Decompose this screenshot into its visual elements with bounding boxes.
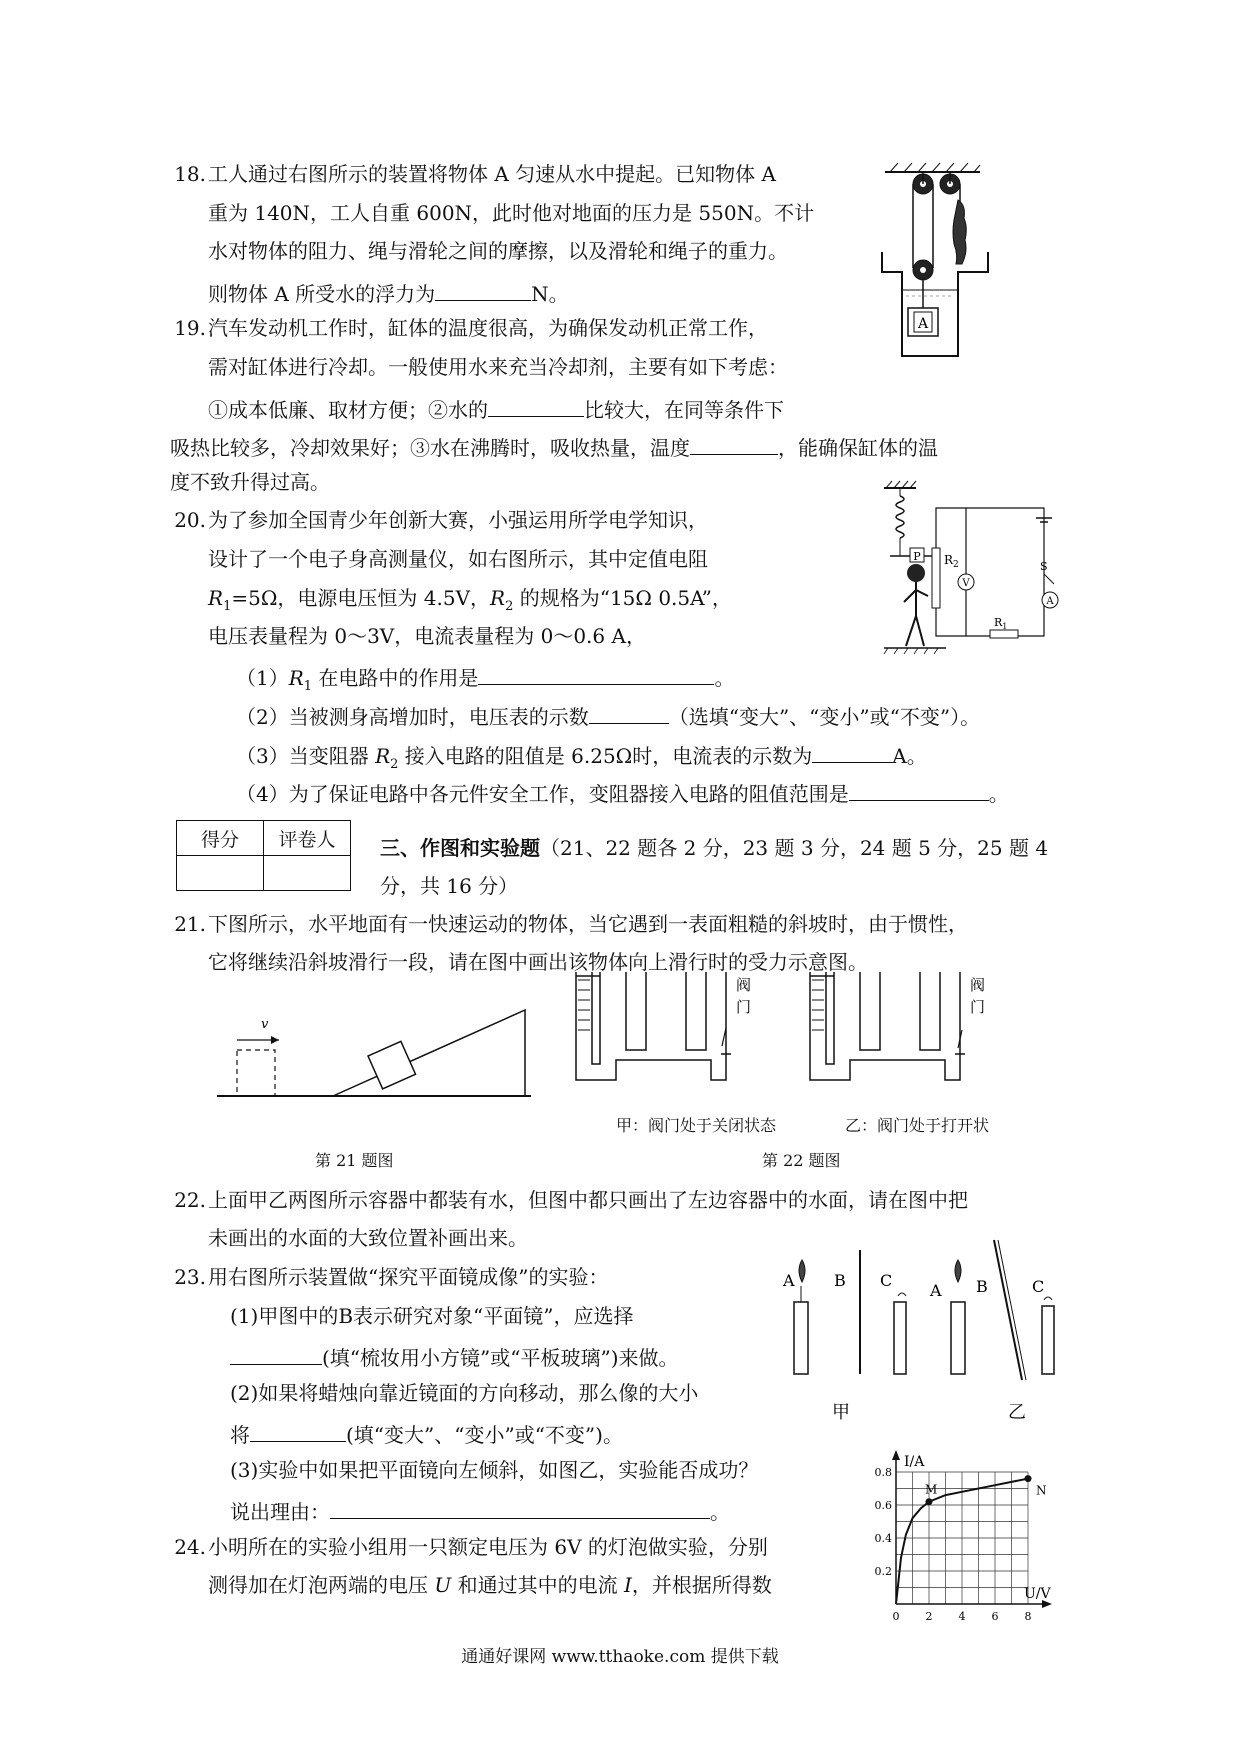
- valve-label-2: 门: [736, 998, 752, 1016]
- incline-figure: [215, 1000, 535, 1110]
- data-point-m: [926, 1498, 933, 1505]
- answer-blank[interactable]: [478, 664, 714, 685]
- question-number: 24.: [174, 1535, 206, 1559]
- y-tick-label: 0.4: [874, 1532, 892, 1545]
- text-segment: (填“变大”、“变小”或“不变”)。: [346, 1423, 623, 1447]
- label-b: B: [976, 1277, 988, 1296]
- text-segment: (填“梳妆用小方镜”或“平板玻璃”)来做。: [322, 1346, 679, 1370]
- text-segment: 。: [988, 782, 1009, 806]
- velocity-label: v: [261, 1017, 269, 1032]
- question-text: (1)甲图中的B表示研究对象“平面镜”，应选择: [230, 1304, 634, 1328]
- answer-blank[interactable]: [589, 703, 669, 724]
- text-segment: R: [375, 744, 391, 768]
- question-text: [208, 280, 569, 304]
- score-cell[interactable]: [177, 856, 264, 891]
- question-text: (3)实验中如果把平面镜向左倾斜，如图乙，实验能否成功？: [230, 1458, 759, 1482]
- sub-question-2: [236, 703, 980, 727]
- text-segment: （4）为了保证电路中各元件安全工作，变阻器接入电路的阻值范围是: [236, 782, 849, 806]
- grader-header: 评卷人: [264, 821, 351, 856]
- r1-label: [994, 616, 1007, 631]
- text-segment: 测得加在灯泡两端的电压: [208, 1573, 435, 1597]
- label-a: A: [930, 1281, 942, 1300]
- x-tick-label: 4: [958, 1610, 966, 1623]
- text-segment: 三、作图和实验题: [380, 836, 540, 860]
- question-text: 度不致升得过高。: [170, 470, 330, 494]
- chart-ticks: [875, 1466, 1032, 1623]
- text-segment: 接入电路的阻值是 6.25Ω时，电流表的示数为: [398, 744, 813, 768]
- sub-question-4: [236, 780, 1009, 804]
- x-tick-label: 0: [892, 1610, 900, 1623]
- figure-22-caption: 第 22 题图: [762, 1151, 841, 1170]
- label-b: B: [834, 1271, 846, 1290]
- question-number: 18.: [174, 162, 206, 186]
- question-text: 下图所示，水平地面有一快速运动的物体，当它遇到一表面粗糙的斜坡时，由于惯性，: [208, 912, 968, 936]
- answer-blank[interactable]: [812, 742, 892, 763]
- text-segment: 的规格为“15Ω 0.5A”，: [513, 586, 732, 610]
- answer-blank[interactable]: [690, 434, 778, 455]
- height-meter-circuit-figure: [880, 478, 1070, 660]
- figure-21-caption: 第 21 题图: [315, 1151, 394, 1170]
- chart-y-label: I/A: [904, 1454, 925, 1470]
- text-segment: R: [490, 586, 506, 610]
- sub-question-3: [236, 742, 927, 771]
- question-text: (2)如果将蜡烛向靠近镜面的方向移动，那么像的大小: [230, 1381, 699, 1405]
- section-desc: 分，共 16 分）: [380, 874, 519, 898]
- text-segment: N。: [531, 282, 569, 306]
- text-segment: 2: [390, 757, 399, 772]
- page-footer: 通通好课网 www.tthaoke.com 提供下载: [461, 1647, 779, 1667]
- text-segment: A。: [892, 744, 927, 768]
- x-tick-label: 8: [1024, 1610, 1032, 1623]
- text-segment: ，能确保缸体的温: [778, 436, 938, 460]
- text-segment: 1: [223, 599, 232, 614]
- data-point-label: N: [1036, 1483, 1047, 1498]
- text-segment: R: [994, 616, 1003, 629]
- figure-jia-label: 甲: [832, 1402, 850, 1420]
- text-segment: 在电路中的作用是: [312, 666, 479, 690]
- answer-blank[interactable]: [435, 280, 531, 301]
- text-segment: R: [208, 586, 224, 610]
- text-segment: （3）当变阻器: [236, 744, 376, 768]
- vessel-figure-jia: [566, 968, 781, 1096]
- grader-cell[interactable]: [264, 856, 351, 891]
- text-segment: 。: [710, 1500, 730, 1524]
- text-segment: U: [434, 1573, 452, 1597]
- text-segment: ，并根据所得数: [631, 1573, 772, 1597]
- text-segment: R: [944, 553, 954, 567]
- slider-p-label: P: [913, 550, 921, 563]
- valve-label-2: 门: [970, 998, 986, 1016]
- text-segment: （1）: [236, 666, 289, 690]
- section-title: [380, 838, 1048, 858]
- answer-blank[interactable]: [488, 396, 584, 417]
- valve-label-1: 阀: [736, 976, 752, 994]
- score-header: 得分: [177, 821, 264, 856]
- text-segment: 则物体 A 所受水的浮力为: [208, 282, 436, 306]
- text-segment: ①成本低廉、取材方便；②水的: [208, 398, 488, 422]
- text-segment: （2）当被测身高增加时，电压表的示数: [236, 705, 589, 729]
- y-axis-arrow: [892, 1450, 900, 1460]
- figure-22-yi-caption: 乙：阀门处于打开状: [845, 1116, 990, 1135]
- y-tick-label: 0.6: [874, 1499, 892, 1512]
- text-segment: I: [623, 1573, 632, 1597]
- label-c: C: [880, 1271, 893, 1290]
- text-segment: 。: [714, 666, 735, 690]
- mirror-figure: [780, 1230, 1070, 1420]
- question-text: [230, 1421, 623, 1445]
- text-segment: =5Ω，电源电压恒为 4.5V，: [231, 586, 491, 610]
- label-c: C: [1032, 1277, 1045, 1296]
- text-segment: （21、22 题各 2 分，23 题 3 分，24 题 5 分，25 题 4: [540, 836, 1049, 860]
- question-text: [208, 396, 784, 420]
- question-text: [208, 1575, 772, 1595]
- question-text: 上面甲乙两图所示容器中都装有水，但图中都只画出了左边容器中的水面，请在图中把: [208, 1188, 968, 1212]
- answer-blank[interactable]: [849, 780, 989, 801]
- figure-yi-label: 乙: [1008, 1402, 1026, 1420]
- question-text: [170, 434, 938, 458]
- question-number: 21.: [174, 912, 206, 936]
- question-text: 用右图所示装置做“探究平面镜成像”的实验：: [208, 1265, 609, 1289]
- text-segment: 和通过其中的电流: [451, 1573, 624, 1597]
- object-a-label: A: [917, 316, 929, 332]
- question-text: 电压表量程为 0～3V，电流表量程为 0～0.6 A，: [208, 624, 646, 648]
- question-text: 汽车发动机工作时，缸体的温度很高，为确保发动机正常工作，: [208, 316, 768, 340]
- sub-question-1: [236, 664, 734, 693]
- answer-blank[interactable]: [230, 1344, 322, 1365]
- data-point-label: M: [925, 1482, 938, 1497]
- question-number: 23.: [174, 1265, 206, 1289]
- text-segment: 1: [303, 679, 313, 694]
- question-text: 未画出的水面的大致位置补画出来。: [208, 1226, 528, 1250]
- question-text: 重为 140N，工人自重 600N，此时他对地面的压力是 550N。不计: [208, 201, 815, 225]
- voltmeter-label: V: [962, 578, 970, 589]
- label-a: A: [783, 1271, 795, 1290]
- text-segment: 说出理由：: [230, 1500, 330, 1524]
- question-text: 需对缸体进行冷却。一般使用水来充当冷却剂，主要有如下考虑：: [208, 355, 788, 379]
- pulley-figure: [880, 160, 992, 370]
- chart-x-label: U/V: [1024, 1586, 1051, 1602]
- r2-label: [944, 553, 959, 570]
- score-table: [176, 820, 351, 891]
- answer-blank[interactable]: [330, 1498, 710, 1519]
- question-text: [230, 1498, 730, 1522]
- question-text: 水对物体的阻力、绳与滑轮之间的摩擦，以及滑轮和绳子的重力。: [208, 239, 788, 263]
- text-segment: 2: [953, 560, 959, 570]
- question-text: [208, 588, 732, 613]
- switch-s-label: S: [1040, 560, 1048, 573]
- x-tick-label: 6: [991, 1610, 999, 1623]
- ammeter-label: A: [1046, 596, 1054, 607]
- question-number: 22.: [174, 1188, 206, 1212]
- iu-chart: [860, 1444, 1060, 1624]
- question-text: 工人通过右图所示的装置将物体 A 匀速从水中提起。已知物体 A: [208, 162, 776, 186]
- answer-blank[interactable]: [250, 1421, 346, 1442]
- question-text: [230, 1344, 679, 1368]
- text-segment: 2: [505, 599, 514, 614]
- y-tick-label: 0.8: [874, 1466, 892, 1479]
- vessel-figure-yi: [800, 968, 1015, 1096]
- question-text: 设计了一个电子身高测量仪，如右图所示，其中定值电阻: [208, 547, 708, 571]
- text-segment: 吸热比较多，冷却效果好；③水在沸腾时，吸收热量，温度: [170, 436, 690, 460]
- text-segment: 1: [1002, 622, 1008, 631]
- x-tick-label: 2: [925, 1610, 933, 1623]
- question-number: 19.: [174, 316, 206, 340]
- text-segment: 将: [230, 1423, 250, 1447]
- question-text: 小明所在的实验小组用一只额定电压为 6V 的灯泡做实验，分别: [208, 1535, 768, 1559]
- question-text: 为了参加全国青少年创新大赛，小强运用所学电学知识，: [208, 508, 708, 532]
- y-tick-label: 0.2: [874, 1565, 892, 1578]
- question-number: 20.: [174, 508, 206, 532]
- valve-label-1: 阀: [970, 976, 986, 994]
- data-point-n: [1025, 1475, 1032, 1482]
- text-segment: 比较大，在同等条件下: [584, 398, 784, 422]
- question-text: 它将继续沿斜坡滑行一段，请在图中画出该物体向上滑行时的受力示意图。: [208, 950, 868, 974]
- figure-22-jia-caption: 甲：阀门处于关闭状态: [616, 1116, 777, 1135]
- text-segment: R: [288, 666, 304, 690]
- text-segment: （选填“变大”、“变小”或“不变”）。: [668, 705, 981, 729]
